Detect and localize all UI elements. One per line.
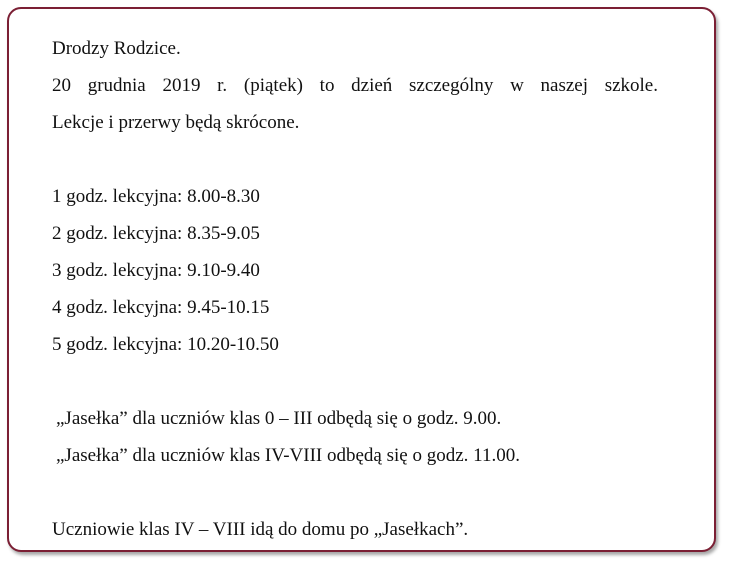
schedule-item-1: 1 godz. lekcyjna: 8.00-8.30 — [52, 186, 260, 207]
blank-line — [52, 474, 658, 511]
notice-content — [52, 30, 658, 548]
greeting: Drodzy Rodzice. — [52, 38, 181, 59]
blank-line — [52, 363, 658, 400]
schedule-item-2: 2 godz. lekcyjna: 8.35-9.05 — [52, 223, 260, 244]
schedule-item-4: 4 godz. lekcyjna: 9.45-10.15 — [52, 297, 270, 318]
blank-line — [52, 141, 658, 178]
intro-line-1: 20 grudnia 2019 r. (piątek) to dzień szczególny w naszej szkole. — [52, 75, 658, 96]
schedule-item-5: 5 godz. lekcyjna: 10.20-10.50 — [52, 334, 279, 355]
schedule-item-3: 3 godz. lekcyjna: 9.10-9.40 — [52, 260, 260, 281]
intro-line-2: Lekcje i przerwy będą skrócone. — [52, 112, 300, 133]
closing-line: Uczniowie klas IV – VIII idą do domu po „Jasełkach”. — [52, 519, 469, 540]
jaselka-line-2: „Jasełka” dla uczniów klas IV-VIII odbędą się o godz. 11.00. — [56, 445, 520, 466]
jaselka-line-1: „Jasełka” dla uczniów klas 0 – III odbędą się o godz. 9.00. — [56, 408, 502, 429]
